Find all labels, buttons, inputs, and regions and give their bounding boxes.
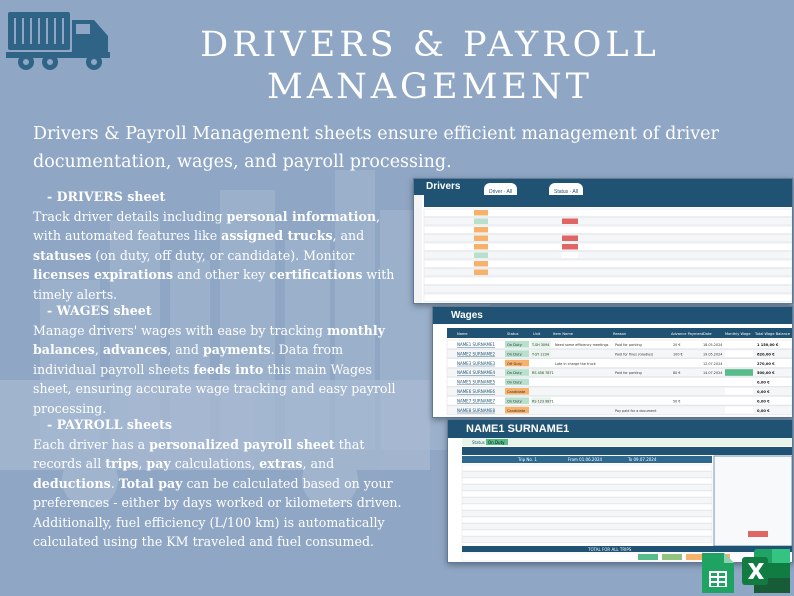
unit-text: RS 123 9871 (532, 399, 554, 404)
drivers-sheet-title: Drivers (426, 181, 461, 192)
column-header: Date (703, 332, 712, 336)
trip-row (462, 537, 712, 543)
trip-row (462, 504, 712, 510)
expiry-cell (562, 253, 578, 259)
status-cell (474, 244, 488, 250)
monthly-wage-cell (725, 379, 753, 386)
drivers-description: Track driver details including personal information, with automated features like assigned trucks, and statuses (on duty, off duty, or candidate). Monitor licenses expirations and other key certifications with timely alerts. (33, 208, 395, 302)
monthly-wage-cell (725, 341, 753, 348)
trip-row (462, 472, 712, 478)
wages-table (433, 324, 792, 417)
monthly-wage-cell (725, 369, 753, 376)
page-title (170, 24, 690, 108)
advance-text: 20 € (673, 343, 681, 347)
unit-text: T-SY 1234 (532, 352, 549, 357)
advance-text: 50 € (673, 399, 681, 404)
status-text: Off Duty (507, 361, 523, 366)
drivers-table (414, 195, 792, 303)
reason-text: Paid for fines (Gladies) (615, 352, 654, 357)
column-header: Total Wage Balance (755, 332, 791, 336)
truck-icon (6, 4, 114, 74)
trip-row (462, 511, 712, 517)
column-header: Item Name (553, 332, 573, 336)
balance-text: 620,00 € (757, 352, 775, 357)
trip-row (462, 498, 712, 504)
status-value: On Duty (488, 440, 505, 445)
title-line-2: MANAGEMENT (267, 67, 593, 107)
payroll-description: Each driver has a personalized payroll sheet that records all trips, pay calculations, extras, and deductions. Total pay can be calculated based on your preferences - either by days worked or kilometers driven. Additionally, fuel efficiency (L/100 km) is automatically calculated using the KM traveled and fuel consumed. (33, 436, 402, 549)
date-text: 14.07.2024 (703, 371, 723, 376)
status-filter[interactable]: Status · All (549, 183, 583, 201)
status-label: Status (472, 440, 485, 445)
payroll-heading: - PAYROLL sheets (47, 417, 173, 432)
payroll-section (33, 415, 408, 552)
status-text: Candidate (507, 390, 526, 394)
trip-label: Trip No. 1 (518, 457, 537, 462)
column-header: Name (457, 332, 468, 336)
status-text: On Duty (507, 352, 522, 357)
date-text: 18.05.2024 (703, 343, 723, 347)
trip-row (462, 524, 712, 530)
wages-sheet-title: Wages (451, 310, 483, 321)
drivers-sheet-screenshot (413, 178, 793, 304)
unit-text: RS 456 7871 (532, 371, 554, 376)
driver-name-cell: NAME8 SURNAME8 (457, 407, 496, 413)
reason-text: Paid for parking (615, 343, 642, 347)
google-sheets-icon (700, 551, 736, 595)
monthly-wage-cell (725, 407, 753, 414)
status-cell (474, 227, 488, 233)
expiry-cell (562, 244, 578, 250)
balance-text: 0,00 € (757, 399, 770, 404)
expiry-cell (562, 210, 578, 216)
advance-text: 80 € (673, 371, 681, 376)
payroll-driver-name: NAME1 SURNAME1 (466, 423, 570, 435)
totals-label: TOTAL FOR ALL TRIPS (588, 547, 632, 552)
status-cell (474, 236, 488, 242)
intro-text: Drivers & Payroll Management sheets ensure efficient management of driver documentation, wages, and payroll processing. (33, 124, 719, 172)
date-text: 19.05.2024 (703, 352, 723, 357)
driver-name-cell: NAME1 SURNAME1 (457, 342, 496, 347)
expiry-cell (562, 227, 578, 233)
note-text: Need some efficiency meetings (555, 343, 609, 347)
column-header: Unit (533, 332, 541, 336)
trip-row (462, 517, 712, 523)
driver-name-cell: NAME2 SURNAME2 (457, 351, 496, 357)
status-cell (474, 261, 488, 267)
drivers-sheet-header (414, 179, 792, 195)
status-cell (474, 270, 488, 276)
row-gutter (414, 195, 422, 303)
table-row (424, 286, 792, 294)
status-text: Candidate (507, 408, 526, 413)
balance-text: 270,00 € (757, 361, 775, 366)
advance-text: 100 € (673, 352, 683, 357)
drivers-section (33, 187, 408, 304)
wages-section (33, 301, 408, 418)
note-text: Late in charge the truck (555, 361, 596, 366)
monthly-wage-cell (725, 350, 753, 357)
wages-description: Manage drivers' wages with ease by tracking monthly balances, advances, and payments. Data from individual payroll sheets feeds into this main Wages sheet, ensuring accurate wage tracking and easy payroll processing. (33, 322, 396, 416)
driver-name-cell: NAME3 SURNAME3 (457, 360, 496, 366)
column-header: Monthly Wage (725, 332, 751, 336)
table-row (424, 277, 792, 285)
payroll-sheet-screenshot (447, 419, 793, 563)
column-header-row (462, 447, 792, 455)
status-cell (474, 219, 488, 225)
driver-name-cell: NAME6 SURNAME6 (457, 389, 496, 394)
total-cell (638, 554, 658, 560)
balance-text: 0,00 € (757, 390, 770, 394)
trip-date-to: To 09.07.2024 (628, 457, 657, 462)
status-text: On Duty (507, 343, 522, 347)
trip-row (462, 465, 712, 471)
wages-sheet-screenshot (432, 306, 793, 418)
drivers-heading: - DRIVERS sheet (47, 189, 166, 204)
status-cell (474, 210, 488, 216)
driver-filter[interactable]: Driver · All (484, 183, 517, 201)
reason-text: Pay paid for a document (615, 408, 657, 413)
trip-row (462, 478, 712, 484)
excel-icon (740, 547, 792, 595)
total-cell (662, 554, 682, 560)
unit-text: T-SH 3094 (532, 343, 550, 347)
column-header: Reason (613, 332, 627, 336)
driver-name-cell: NAME7 SURNAME7 (457, 398, 496, 404)
wages-heading: - WAGES sheet (47, 303, 152, 318)
deduction-cell (748, 531, 768, 537)
date-text: 12.07.2024 (703, 361, 723, 366)
column-header: Status (507, 332, 519, 336)
status-text: On Duty (507, 399, 522, 404)
monthly-wage-cell (725, 360, 753, 367)
monthly-wage-cell (725, 397, 753, 404)
table-row (424, 294, 792, 302)
trip-date-from: From 01.06.2024 (568, 457, 603, 462)
payroll-table (448, 438, 792, 562)
reason-text: Paid for parking (615, 371, 642, 376)
expiry-cell (562, 261, 578, 267)
column-header: Advance Payment (671, 332, 704, 336)
title-line-1: DRIVERS & PAYROLL (200, 25, 660, 65)
balance-text: 500,00 € (757, 371, 775, 376)
expiry-cell (562, 236, 578, 242)
wages-sheet-header (433, 307, 792, 324)
driver-name-cell: NAME5 SURNAME5 (457, 379, 496, 385)
balance-text: 1 150,00 € (757, 343, 779, 347)
driver-name-cell: NAME4 SURNAME4 (457, 370, 496, 376)
table-header-row (424, 195, 792, 207)
status-text: On Duty (507, 371, 522, 376)
monthly-wage-cell (725, 388, 753, 395)
trip-row (462, 530, 712, 536)
status-cell (474, 253, 488, 259)
status-bar (462, 438, 792, 446)
balance-text: 0,00 € (757, 408, 770, 413)
balance-text: 0,00 € (757, 380, 770, 385)
trip-row (462, 485, 712, 491)
payroll-sheet-header (448, 420, 792, 438)
status-text: On Duty (507, 380, 522, 385)
trip-row (462, 491, 712, 497)
expiry-cell (562, 219, 578, 225)
